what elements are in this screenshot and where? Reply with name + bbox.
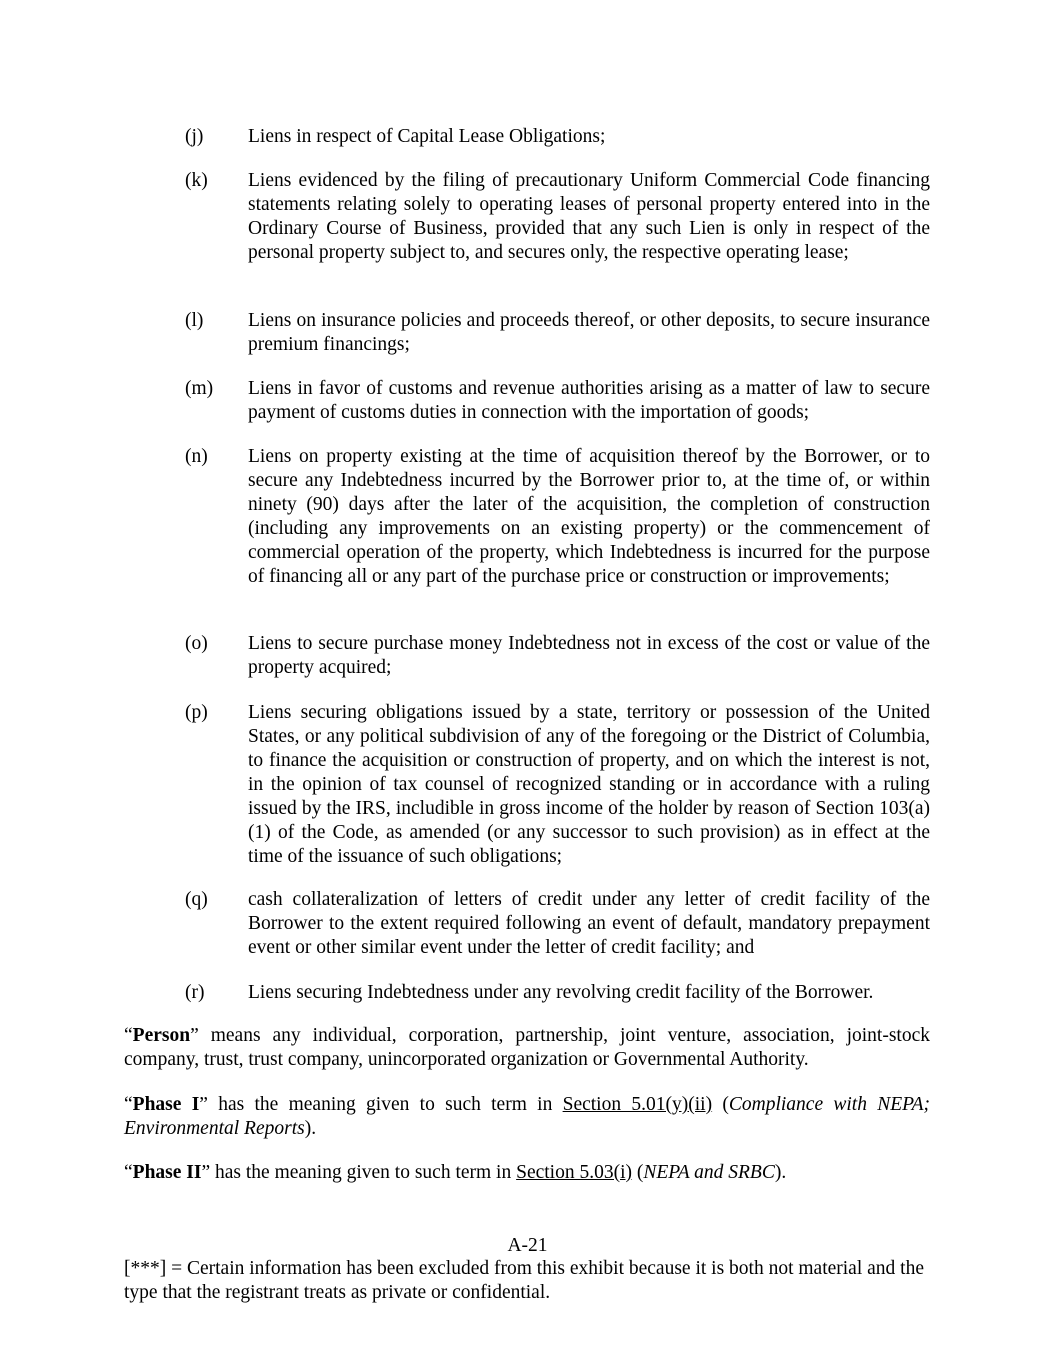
definition-person	[124, 1024, 930, 1072]
footnote: [***] = Certain information has been excluded from this exhibit because it is both not material and the type that the registrant treats as private or confidential.	[124, 1258, 924, 1303]
item-label: (l)	[185, 310, 204, 331]
list-item-n	[185, 445, 930, 589]
list-item-j	[185, 125, 930, 149]
item-label: (q)	[185, 889, 208, 910]
definition-text: ” has the meaning given to such term in	[199, 1094, 563, 1115]
item-label: (k)	[185, 170, 208, 191]
paren: (	[632, 1162, 644, 1183]
item-label: (n)	[185, 446, 208, 467]
list-item-r	[185, 981, 930, 1005]
item-text: cash collateralization of letters of credit under any letter of credit facility of the Borrower to the extent required following an event of default, mandatory prepayment event or other similar event under the letter of credit facility; and	[248, 889, 930, 958]
item-label: (p)	[185, 702, 208, 723]
section-title: NEPA and SRBC	[643, 1162, 775, 1183]
item-label: (j)	[185, 126, 204, 147]
defined-term: Phase II	[132, 1162, 202, 1183]
section-reference-link[interactable]: Section 5.03(i)	[516, 1162, 633, 1183]
section-title: Compliance with NEPA; Environmental Reports	[124, 1094, 930, 1139]
section-reference-link[interactable]: Section 5.01(y)(ii)	[562, 1094, 713, 1115]
item-text: Liens securing obligations issued by a state, territory or possession of the United States, or any political subdivision of any of the foregoing or the District of Columbia, to finance the acquisition or construction of property, and on which the interest is not, in the opinion of tax counsel of recognized standing or in accordance with a ruling issued by the IRS, includible in gross income of the holder by reason of Section 103(a)(1) of the Code, as amended (or any successor to such provision) as in effect at the time of the issuance of such obligations;	[248, 702, 930, 867]
item-text: Liens securing Indebtedness under any revolving credit facility of the Borrower.	[248, 982, 874, 1003]
paren: ).	[304, 1118, 317, 1139]
item-label: (o)	[185, 633, 208, 654]
definition-text: ” means any individual, corporation, partnership, joint venture, association, joint-stock company, trust, trust company, unincorporated organization or Governmental Authority.	[124, 1025, 930, 1070]
list-item-p	[185, 701, 930, 869]
quote: “	[124, 1025, 133, 1046]
list-item-k	[185, 169, 930, 265]
item-text: Liens on property existing at the time of acquisition thereof by the Borrower, or to secure any Indebtedness incurred by the Borrower prior to, at the time of, or within ninety (90) days after the later of the acquisition, the completion of construction (including any improvements on an existing property) or the commencement of commercial operation of the property, which Indebtedness is incurred for the purpose of financing all or any part of the purchase price or construction or improvements;	[248, 446, 930, 587]
definition-text: ” has the meaning given to such term in	[201, 1162, 517, 1183]
item-label: (m)	[185, 378, 214, 399]
item-text: Liens in favor of customs and revenue authorities arising as a matter of law to secure payment of customs duties in connection with the importation of goods;	[248, 378, 930, 423]
list-item-o	[185, 632, 930, 680]
item-label: (r)	[185, 982, 205, 1003]
definition-phase-i	[124, 1093, 930, 1141]
defined-term: Person	[132, 1025, 191, 1046]
list-item-m	[185, 377, 930, 425]
definition-phase-ii	[124, 1161, 930, 1185]
list-item-l	[185, 309, 930, 357]
quote: “	[124, 1094, 133, 1115]
quote: “	[124, 1162, 133, 1183]
item-text: Liens in respect of Capital Lease Obligations;	[248, 126, 606, 147]
paren: ).	[774, 1162, 787, 1183]
page-number: A-21	[507, 1235, 548, 1256]
item-text: Liens evidenced by the filing of precautionary Uniform Commercial Code financing statements relating solely to operating leases of personal property entered into in the Ordinary Course of Business, provided that any such Lien is only in respect of the personal property subject to, and secures only, the respective operating lease;	[248, 170, 930, 263]
item-text: Liens to secure purchase money Indebtedness not in excess of the cost or value of the property acquired;	[248, 633, 930, 678]
list-item-q	[185, 888, 930, 960]
paren: (	[712, 1094, 729, 1115]
item-text: Liens on insurance policies and proceeds thereof, or other deposits, to secure insurance premium financings;	[248, 310, 930, 355]
defined-term: Phase I	[132, 1094, 200, 1115]
